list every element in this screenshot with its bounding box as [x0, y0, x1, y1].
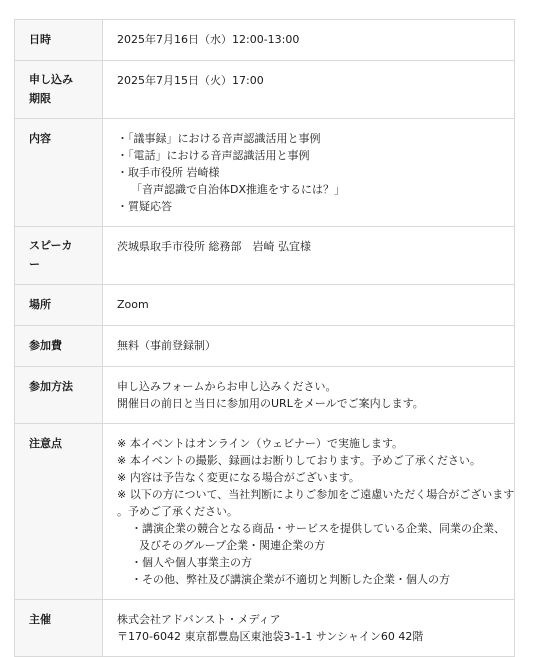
row-value	[103, 600, 515, 657]
row-value	[103, 61, 515, 119]
row-venue	[15, 285, 515, 326]
deadline-text: 2025年7月15日（火）17:00	[117, 74, 264, 87]
row-label: 注意点	[15, 424, 103, 600]
organizer-address: 〒170-6042 東京都豊島区東池袋3-1-1 サンシャイン60 42階	[117, 630, 424, 643]
row-label: 参加費	[15, 326, 103, 367]
venue-text: Zoom	[117, 298, 149, 311]
row-fee	[15, 326, 515, 367]
note-subitem: 及びそのグループ企業・関連企業の方	[139, 539, 326, 552]
join-text: 開催日の前日と当日に参加用のURLをメールでご案内します。	[117, 397, 424, 410]
deadline-label: 申し込み 期限	[29, 73, 73, 105]
row-label: 参加方法	[15, 367, 103, 424]
note-subitem: ・その他、弊社及び講演企業が不適切と判断した企業・個人の方	[131, 573, 450, 586]
note-item: 。予めご了承ください。	[117, 505, 238, 518]
fee-text: 無料（事前登録制）	[117, 339, 216, 352]
organizer-name: 株式会社アドバンスト・メディア	[117, 613, 281, 626]
note-item: ※ 本イベントの撮影、録画はお断りしております。予めご了承ください。	[117, 454, 481, 467]
row-notes	[15, 424, 515, 600]
row-value	[103, 424, 515, 600]
row-label: 日時	[15, 20, 103, 61]
row-label	[15, 61, 103, 119]
content-item: ・「電話」における音声認識活用と事例	[117, 149, 310, 162]
datetime-text: 2025年7月16日（水）12:00-13:00	[117, 33, 300, 46]
row-value	[103, 326, 515, 367]
row-content	[15, 119, 515, 227]
speaker-text: 茨城県取手市役所 総務部 岩崎 弘宜様	[117, 240, 311, 253]
row-value	[103, 367, 515, 424]
event-info-table	[14, 19, 515, 657]
content-item-subtitle: 「音声認識で自治体DX推進をするには？」	[131, 183, 346, 196]
row-how-to-join	[15, 367, 515, 424]
note-subitem: ・個人や個人事業主の方	[131, 556, 252, 569]
row-organizer	[15, 600, 515, 657]
note-subitem: ・講演企業の競合となる商品・サービスを提供している企業、同業の企業、	[131, 522, 505, 535]
row-value	[103, 20, 515, 61]
note-item: ※ 内容は予告なく変更になる場合がございます。	[117, 471, 360, 484]
row-label: 場所	[15, 285, 103, 326]
join-text: 申し込みフォームからお申し込みください。	[117, 380, 337, 393]
row-datetime	[15, 20, 515, 61]
row-label: 内容	[15, 119, 103, 227]
row-value	[103, 119, 515, 227]
content-item: ・「議事録」における音声認識活用と事例	[117, 132, 321, 145]
row-value	[103, 285, 515, 326]
content-item: ・取手市役所 岩崎様	[117, 166, 220, 179]
row-deadline	[15, 61, 515, 119]
row-speaker	[15, 227, 515, 285]
row-value	[103, 227, 515, 285]
note-item: ※ 本イベントはオンライン（ウェビナー）で実施します。	[117, 437, 404, 450]
row-label	[15, 227, 103, 285]
speaker-label: スピーカ ー	[29, 239, 73, 271]
content-item: ・質疑応答	[117, 200, 172, 213]
note-item: ※ 以下の方について、当社判断によりご参加をご遠慮いただく場合がございます	[117, 488, 515, 501]
row-label: 主催	[15, 600, 103, 657]
